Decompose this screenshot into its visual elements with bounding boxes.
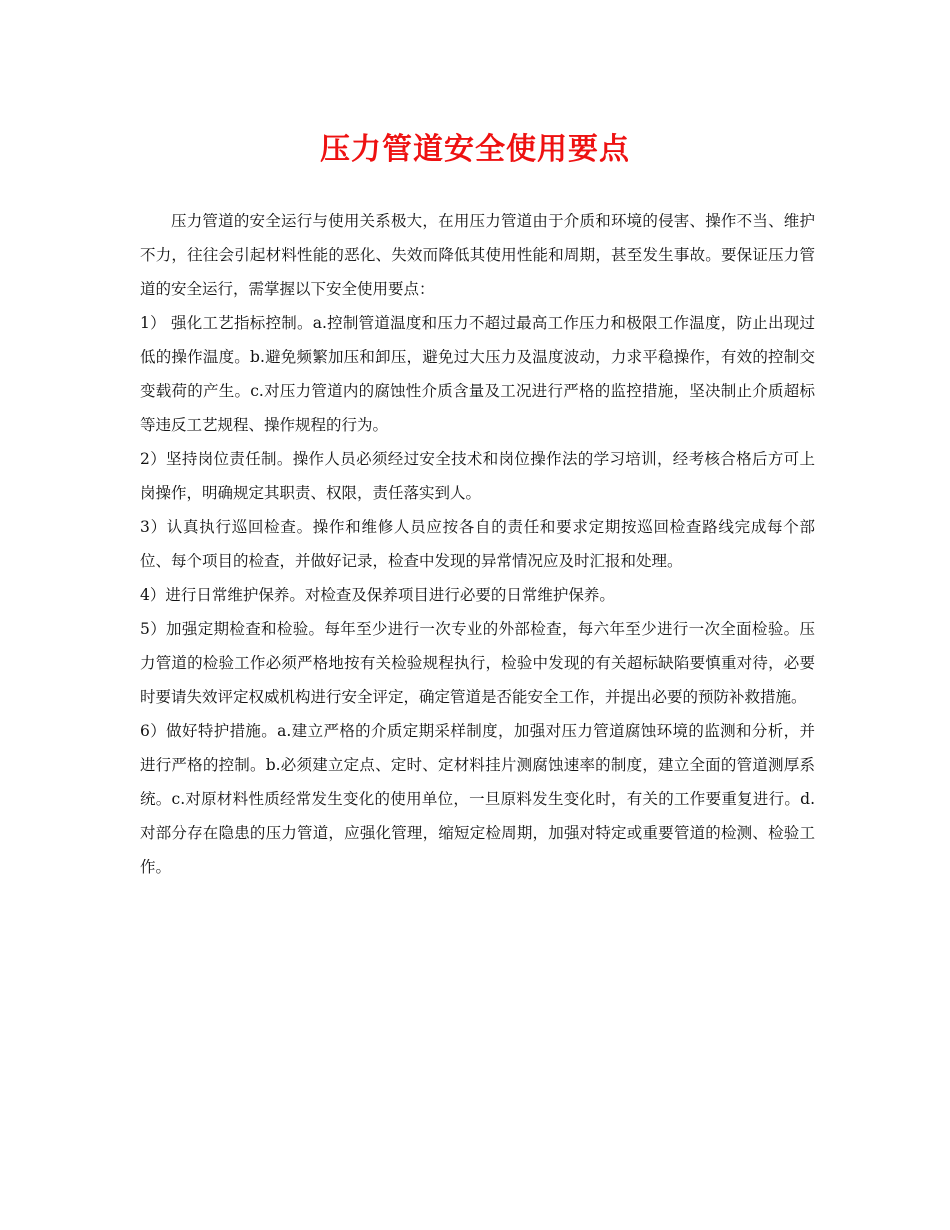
- document-title: 压力管道安全使用要点: [320, 132, 630, 167]
- list-item: 1） 强化工艺指标控制。a.控制管道温度和压力不超过最高工作压力和极限工作温度，防止出现过低的操作温度。b.避免频繁加压和卸压，避免过大压力及温度波动，力求平稳操作，有效的控制交变载荷的产生。c.对压力管道内的腐蚀性介质含量及工况进行严格的监控措施，坚决制止介质超标等违反工艺规程、操作规程的行为。: [140, 314, 815, 434]
- list-item: 4）进行日常维护保养。对检查及保养项目进行必要的日常维护保养。: [140, 586, 615, 604]
- list-item: 3）认真执行巡回检查。操作和维修人员应按各自的责任和要求定期按巡回检查路线完成每个部位、每个项目的检查，并做好记录，检查中发现的异常情况应及时汇报和处理。: [140, 518, 815, 570]
- intro-paragraph: 压力管道的安全运行与使用关系极大，在用压力管道由于介质和环境的侵害、操作不当、维护不力，往往会引起材料性能的恶化、失效而降低其使用性能和周期，甚至发生事故。要保证压力管道的安全运行，需掌握以下安全使用要点：: [140, 212, 815, 298]
- list-item: 2）坚持岗位责任制。操作人员必须经过安全技术和岗位操作法的学习培训，经考核合格后方可上岗操作，明确规定其职责、权限，责任落实到人。: [140, 450, 815, 502]
- document-body: [140, 204, 815, 884]
- list-item: 5）加强定期检查和检验。每年至少进行一次专业的外部检查，每六年至少进行一次全面检验。压力管道的检验工作必须严格地按有关检验规程执行，检验中发现的有关超标缺陷要慎重对待，必要时要请失效评定权威机构进行安全评定，确定管道是否能安全工作，并提出必要的预防补救措施。: [140, 620, 815, 706]
- list-item: 6）做好特护措施。a.建立严格的介质定期采样制度，加强对压力管道腐蚀环境的监测和分析，并进行严格的控制。b.必须建立定点、定时、定材料挂片测腐蚀速率的制度，建立全面的管道测厚系统。c.对原材料性质经常发生变化的使用单位，一旦原料发生变化时，有关的工作要重复进行。d.对部分存在隐患的压力管道，应强化管理，缩短定检周期，加强对特定或重要管道的检测、检验工作。: [140, 722, 815, 876]
